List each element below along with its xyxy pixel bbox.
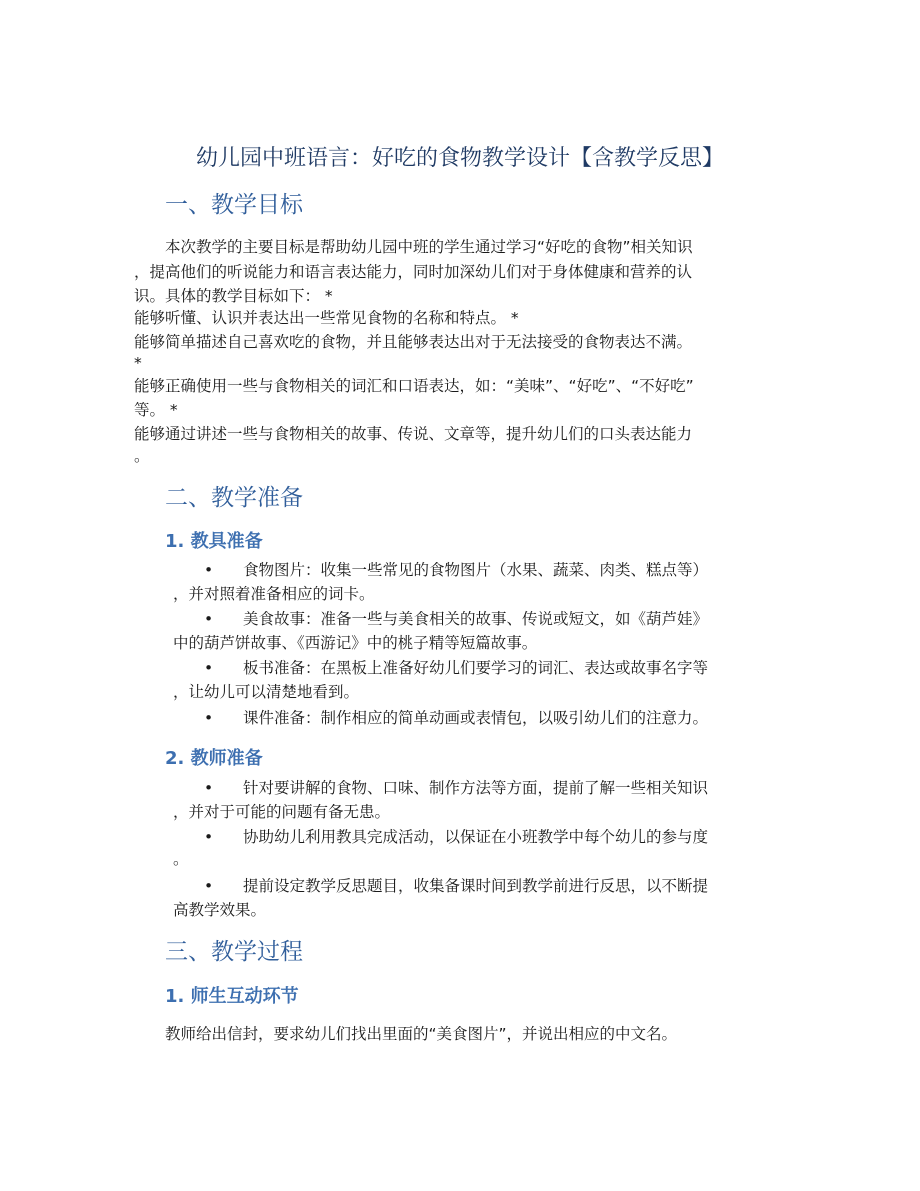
subheading-teacher-preparation: 2. 教师准备 (165, 748, 263, 769)
teacher-item-3-line-1: 提前设定教学反思题目，收集备课时间到教学前进行反思，以不断提 (243, 877, 709, 895)
goal-item-4-line-1: 能够通过讲述一些与食物相关的故事、传说、文章等，提升幼儿们的口头表达能力 (134, 425, 693, 443)
intro-line-1: 本次教学的主要目标是帮助幼儿园中班的学生通过学习“好吃的食物”相关知识 (165, 238, 693, 256)
goal-item-1: 能够听懂、认识并表达出一些常见食物的名称和特点。 * (134, 309, 519, 327)
subheading-teaching-aids: 1. 教具准备 (165, 531, 263, 552)
goal-item-4-line-2: 。 (134, 447, 150, 465)
subheading-interaction: 1. 师生互动环节 (165, 986, 299, 1007)
aids-item-3-line-1: 板书准备：在黑板上准备好幼儿们要学习的词汇、表达或故事名字等 (243, 659, 709, 677)
bullet-icon: • (204, 779, 214, 797)
goal-item-2-tail: * (134, 354, 142, 372)
bullet-icon: • (204, 828, 214, 846)
teacher-item-1-line-2: ，并对于可能的问题有备无患。 (173, 803, 391, 821)
aids-item-1-line-1: 食物图片：收集一些常见的食物图片（水果、蔬菜、肉类、糕点等） (243, 561, 709, 579)
section-heading-goals: 一、教学目标 (165, 192, 303, 218)
bullet-icon: • (204, 877, 214, 895)
bullet-icon: • (204, 561, 214, 579)
aids-item-2-line-2: 中的葫芦饼故事、《西游记》中的桃子精等短篇故事。 (173, 634, 538, 652)
document-title: 幼儿园中班语言：好吃的食物教学设计【含教学反思】 (195, 146, 724, 171)
bullet-icon: • (204, 610, 214, 628)
teacher-item-3-line-2: 高教学效果。 (173, 901, 267, 919)
interaction-text: 教师给出信封，要求幼儿们找出里面的“美食图片”，并说出相应的中文名。 (165, 1025, 678, 1043)
aids-item-4-line-1: 课件准备：制作相应的简单动画或表情包，以吸引幼儿们的注意力。 (243, 709, 709, 727)
aids-item-2-line-1: 美食故事：准备一些与美食相关的故事、传说或短文，如《葫芦娃》 (243, 610, 709, 628)
bullet-icon: • (204, 659, 214, 677)
teacher-item-1-line-1: 针对要讲解的食物、口味、制作方法等方面，提前了解一些相关知识 (243, 779, 709, 797)
goal-item-3-line-2: 等。 * (134, 401, 178, 419)
teacher-item-2-line-2: 。 (173, 850, 189, 868)
intro-line-3: 识。具体的教学目标如下： * (134, 287, 333, 305)
aids-item-3-line-2: ，让幼儿可以清楚地看到。 (173, 683, 360, 701)
goal-item-3-line-1: 能够正确使用一些与食物相关的词汇和口语表达，如：“美味”、“好吃”、“不好吃” (134, 377, 694, 395)
section-heading-preparation: 二、教学准备 (165, 485, 303, 511)
goal-item-2: 能够简单描述自己喜欢吃的食物，并且能够表达出对于无法接受的食物表达不满。 (134, 333, 693, 351)
intro-line-2: ，提高他们的听说能力和语言表达能力，同时加深幼儿们对于身体健康和营养的认 (134, 263, 693, 281)
bullet-icon: • (204, 709, 214, 727)
aids-item-1-line-2: ，并对照着准备相应的词卡。 (173, 585, 375, 603)
section-heading-process: 三、教学过程 (165, 939, 303, 965)
teacher-item-2-line-1: 协助幼儿利用教具完成活动，以保证在小班教学中每个幼儿的参与度 (243, 828, 709, 846)
